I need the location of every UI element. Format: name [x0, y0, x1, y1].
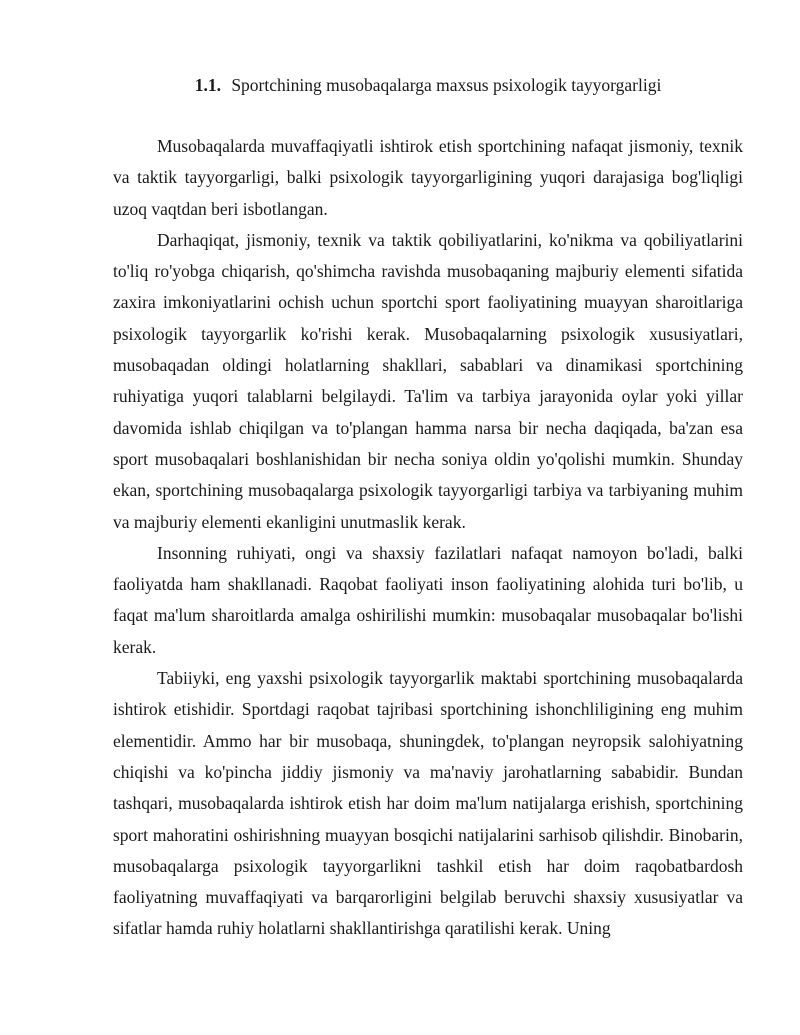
paragraph-4: Tabiiyki, eng yaxshi psixologik tayyorgarlik maktabi sportchining musobaqalarda ishtirok etishidir. Sportdagi raqobat tajribasi sportchining ishonchliligining eng muhim elementidir. Ammo har bir musobaqa, shuningdek, to'plangan neyropsik salohiyatning chiqishi va ko'pincha jiddiy jismoniy va ma'naviy jarohatlarning sababidir. Bundan tashqari, musobaqalarda ishtirok etish har doim ma'lum natijalarga erishish, sportchining sport mahoratini oshirishning muayyan bosqichi natijalarini sarhisob qilishdir. Binobarin, musobaqalarga psixologik tayyorgarlikni tashkil etish har doim raqobatbardosh faoliyatning muvaffaqiyati va barqarorligini belgilab beruvchi shaxsiy xususiyatlar va sifatlar hamda ruhiy holatlarni shakllantirishga qaratilishi kerak. Uning [113, 668, 743, 939]
document-page [113, 70, 743, 945]
section-number: 1.1. [194, 75, 221, 95]
section-title: Sportchining musobaqalarga maxsus psixologik tayyorgarligi [231, 75, 662, 95]
section-heading [113, 70, 743, 100]
paragraph-3: Insonning ruhiyati, ongi va shaxsiy fazilatlari nafaqat namoyon bo'ladi, balki faoliyatda ham shakllanadi. Raqobat faoliyati inson faoliyatining alohida turi bo'lib, u faqat ma'lum sharoitlarda amalga oshirilishi mumkin: musobaqalar musobaqalar bo'lishi kerak. [113, 542, 743, 657]
paragraph-2: Darhaqiqat, jismoniy, texnik va taktik qobiliyatlarini, ko'nikma va qobiliyatlarini to'liq ro'yobga chiqarish, qo'shimcha ravishda musobaqaning majburiy elementi sifatida zaxira imkoniyatlarini ochish uchun sportchi sport faoliyatining muayyan sharoitlariga psixologik tayyorgarlik ko'rishi kerak. Musobaqalarning psixologik xususiyatlari, musobaqadan oldingi holatlarning shakllari, sabablari va dinamikasi sportchining ruhiyatiga yuqori talablarni belgilaydi. Ta'lim va tarbiya jarayonida oylar yoki yillar davomida ishlab chiqilgan va to'plangan hamma narsa bir necha daqiqada, ba'zan esa sport musobaqalari boshlanishidan bir necha soniya oldin yo'qolishi mumkin. Shunday ekan, sportchining musobaqalarga psixologik tayyorgarligi tarbiya va tarbiyaning muhim va majburiy elementi ekanligini unutmaslik kerak. [113, 229, 743, 532]
paragraph-1: Musobaqalarda muvaffaqiyatli ishtirok etish sportchining nafaqat jismoniy, texnik va taktik tayyorgarligi, balki psixologik tayyorgarligining yuqori darajasiga bog'liqligi uzoq vaqtdan beri isbotlangan. [113, 136, 743, 219]
